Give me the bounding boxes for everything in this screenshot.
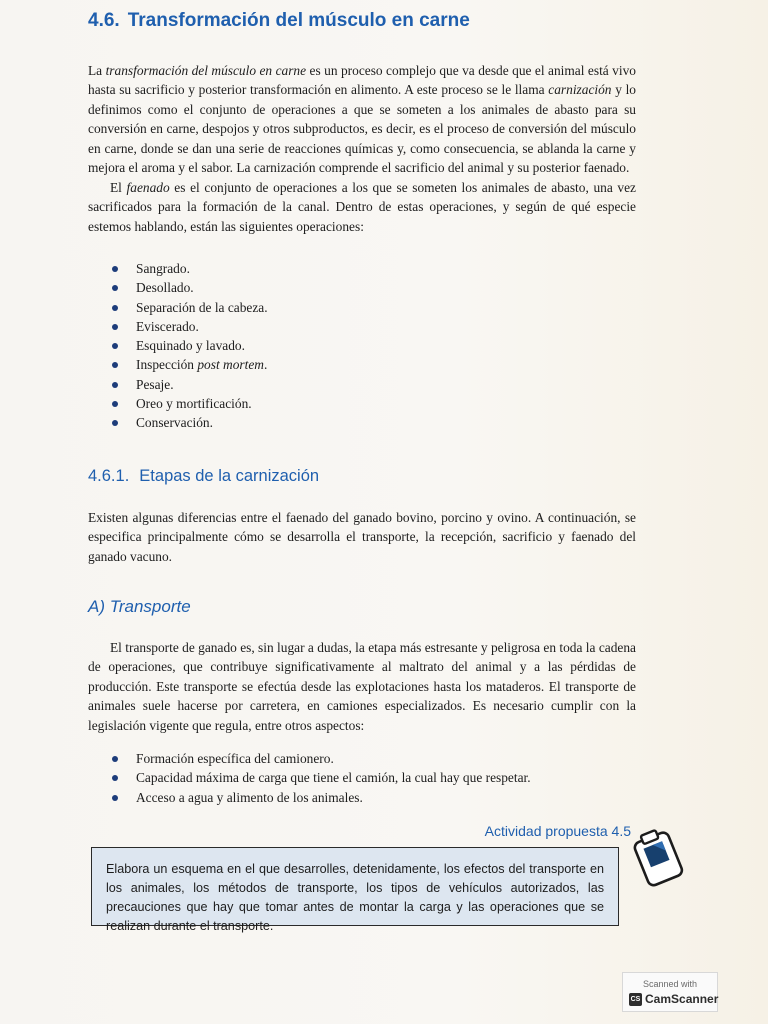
- operations-list: [110, 259, 268, 433]
- subsection-number: 4.6.1.: [88, 467, 130, 485]
- camscanner-logo-icon: CS: [629, 993, 642, 1006]
- text-run: Eviscerado.: [136, 318, 199, 334]
- text-run: es el conjunto de operaciones a los que se someten los animales de abasto, una vez sacrificados para la formación de la canal. Dentro de estas operaciones, y según de qué especie estemos hablando, están las siguientes operaciones:: [88, 180, 636, 234]
- section-heading: [88, 10, 470, 32]
- transport-heading: A) Transporte: [88, 597, 191, 616]
- text-run: Sangrado.: [136, 261, 190, 276]
- emphasis-text: post mortem: [197, 357, 264, 373]
- text-run: Oreo y mortificación.: [136, 396, 252, 412]
- list-item: [110, 336, 268, 355]
- activity-title: Actividad propuesta 4.5: [484, 823, 631, 839]
- scanner-label: Scanned with: [642, 979, 698, 989]
- text-run: Formación específica del camionero.: [136, 751, 334, 766]
- activity-text: Elabora un esquema en el que desarrolles, detenidamente, los efectos del transporte en los animales, los métodos de transporte, los tipos de vehículos autorizados, las precauciones que hay que tomar antes de montar la carga y las operaciones que se realizan durante el transporte.: [106, 862, 604, 933]
- bullet-icon: [112, 382, 118, 388]
- section-number: 4.6.: [88, 10, 120, 31]
- subsection-title: Etapas de la carnización: [139, 467, 320, 485]
- list-item: [110, 413, 268, 432]
- text-run: Desollado.: [136, 280, 194, 296]
- text-run: Capacidad máxima de carga que tiene el camión, la cual hay que respetar.: [136, 770, 531, 786]
- list-item: [110, 278, 268, 297]
- text-run: Esquinado y lavado.: [136, 338, 245, 354]
- list-item: [110, 749, 531, 768]
- text-run: Conservación.: [136, 415, 213, 431]
- list-item: [110, 768, 531, 787]
- emphasis-text: transformación del músculo en carne: [105, 63, 307, 78]
- text-run: El: [110, 180, 127, 195]
- bullet-icon: [112, 266, 118, 272]
- transport-paragraph: El transporte de ganado es, sin lugar a dudas, la etapa más estresante y peligrosa en toda la cadena de operaciones, que contribuye significativamente al maltrato del animal y a las pérdidas de producción. Este transporte se efectúa desde las explotaciones hasta los mataderos. El transporte de animales suele hacerse por carretera, en camiones especializados. Es necesario cumplir con la legislación vigente que regula, entre otros aspectos:: [88, 640, 636, 733]
- bullet-icon: [112, 775, 118, 781]
- bullet-icon: [112, 420, 118, 426]
- clipboard-icon: [631, 820, 685, 890]
- text-run: Acceso a agua y alimento de los animales.: [136, 789, 363, 805]
- text-run: y lo definimos como el conjunto de operaciones a que se someten a los animales de abasto para su conversión en carne, despojos y otros subproductos, es decir, es el proceso de conversión del músculo en carne, donde se dan una serie de reacciones químicas y, como consecuencia, se ablanda la carne y mejora el aroma y el sabor. La carnización comprende el sacrificio del animal y su posterior faenado.: [88, 82, 637, 176]
- list-item: [110, 298, 268, 317]
- text-run: Inspección: [136, 357, 198, 373]
- text-run: La: [88, 63, 106, 78]
- list-item: [110, 355, 268, 374]
- list-item: [110, 375, 268, 394]
- text-run: Separación de la cabeza.: [136, 299, 268, 315]
- bullet-icon: [112, 343, 118, 349]
- bullet-icon: [112, 795, 118, 801]
- list-item: [110, 317, 268, 336]
- intro-paragraph: [88, 61, 636, 177]
- stages-paragraph: Existen algunas diferencias entre el faenado del ganado bovino, porcino y ovino. A continuación, se especifica principalmente cómo se desarrolla el transporte, la recepción, sacrificio y faenado del ganado vacuno.: [88, 510, 636, 564]
- subsection-heading: [88, 467, 319, 486]
- list-item: [110, 259, 268, 278]
- bullet-icon: [112, 305, 118, 311]
- emphasis-text: carnización: [548, 82, 612, 98]
- list-item: [110, 394, 268, 413]
- bullet-icon: [112, 324, 118, 330]
- transport-requirements-list: [110, 749, 531, 807]
- scanner-brand: CamScanner: [645, 992, 719, 1006]
- list-item: [110, 788, 531, 807]
- bullet-icon: [112, 285, 118, 291]
- section-title: Transformación del músculo en carne: [127, 10, 470, 31]
- bullet-icon: [112, 362, 118, 368]
- bullet-icon: [112, 756, 118, 762]
- emphasis-text: faenado: [126, 180, 170, 195]
- activity-box: [91, 847, 619, 933]
- text-run: .: [263, 357, 268, 373]
- faenado-paragraph: [88, 178, 636, 236]
- scanner-watermark: [622, 972, 718, 1012]
- bullet-icon: [112, 401, 118, 407]
- text-run: Pesaje.: [136, 376, 174, 392]
- text-run: es un proceso complejo que va desde que el animal está vivo hasta su sacrificio y posterior transformación en alimento. A este proceso se le llama: [88, 63, 636, 98]
